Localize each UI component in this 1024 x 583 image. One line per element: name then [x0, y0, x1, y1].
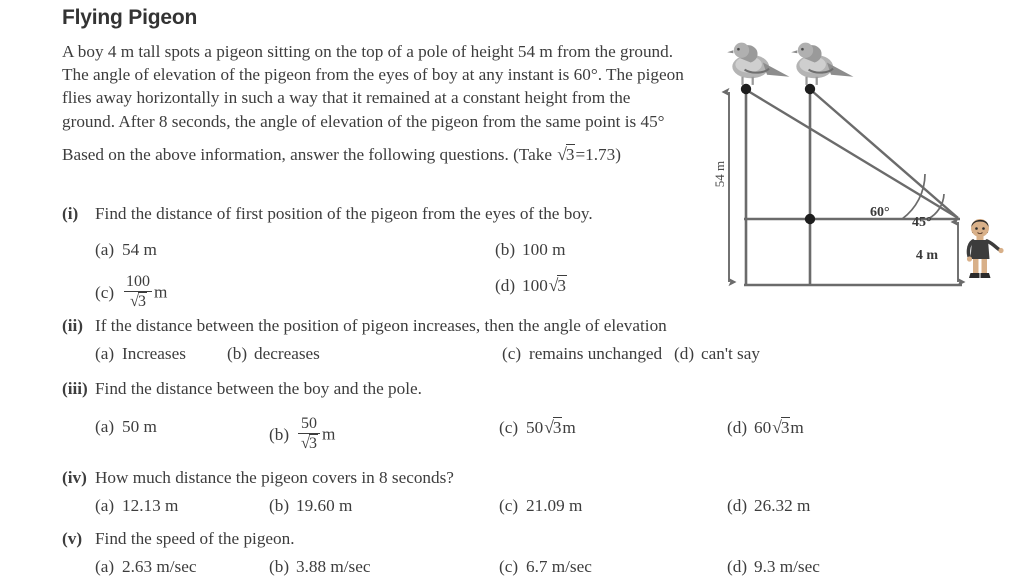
sqrt-three-value: 3 — [565, 144, 575, 164]
option-iii-d-label: (d) — [727, 418, 748, 437]
option-ii-a-label: (a) — [95, 344, 115, 363]
option-iii-d-radicand: 3 — [780, 418, 790, 437]
option-v-a-label: (a) — [95, 557, 115, 576]
option-iii-b-denominator: √3 — [301, 433, 317, 453]
pigeon-node-first — [741, 84, 751, 94]
option-iii-a-label: (a) — [95, 417, 115, 436]
height-label: 54 m — [712, 160, 727, 188]
question-iii-number: (iii) — [62, 379, 88, 398]
question-i — [62, 203, 752, 311]
question-v-number: (v) — [62, 529, 83, 548]
option-iii-c-text: 50 — [526, 418, 544, 437]
question-i-number: (i) — [62, 204, 79, 223]
pigeon-node-second — [805, 84, 815, 94]
angle-45-label: 45° — [912, 215, 932, 230]
option-iv-c-label: (c) — [499, 496, 519, 515]
option-v-b[interactable] — [269, 556, 370, 578]
option-ii-b-text: decreases — [254, 344, 320, 363]
question-ii-number: (ii) — [62, 316, 83, 335]
option-v-d-label: (d) — [727, 557, 748, 576]
option-v-a-text: 2.63 m/sec — [122, 557, 197, 576]
option-ii-d[interactable] — [674, 343, 760, 365]
option-i-c-unit: m — [154, 282, 168, 302]
question-iii-stem — [62, 378, 752, 400]
option-iv-c-text: 21.09 m — [526, 496, 583, 515]
option-ii-a[interactable] — [95, 343, 186, 365]
question-iv — [62, 467, 811, 517]
option-i-d-text: 100 — [522, 276, 548, 295]
sqrt-three-inline: √3 — [557, 143, 575, 164]
option-iii-c-label: (c) — [499, 418, 519, 437]
option-ii-d-label: (d) — [674, 344, 695, 363]
question-iv-stem — [62, 467, 752, 489]
option-v-b-label: (b) — [269, 557, 290, 576]
pigeon-second-icon — [791, 43, 853, 85]
instruction-prefix: Based on the above information, answer the following questions. (Take — [62, 144, 557, 164]
option-i-a-label: (a) — [95, 240, 115, 259]
option-i-d[interactable] — [495, 274, 567, 297]
pigeon-first-icon — [727, 43, 789, 85]
question-i-text: Find the distance of first position of the pigeon from the eyes of the boy. — [95, 204, 593, 223]
option-i-a[interactable] — [95, 239, 157, 261]
page-title: Flying Pigeon — [62, 6, 198, 29]
option-v-c-label: (c) — [499, 557, 519, 576]
option-i-c-den-value: 3 — [137, 293, 146, 311]
option-iii-b-unit: m — [321, 424, 336, 444]
question-v-stem — [62, 528, 752, 550]
question-v-options — [62, 556, 820, 578]
option-iii-b-fraction — [298, 416, 320, 453]
option-i-c-denominator: √3 — [130, 291, 146, 311]
passage-block — [62, 40, 687, 166]
option-i-c-label: (c) — [95, 282, 115, 302]
option-iv-a-label: (a) — [95, 496, 115, 515]
option-ii-c-text: remains unchanged — [529, 344, 663, 363]
option-i-c[interactable] — [95, 274, 167, 311]
option-ii-a-text: Increases — [122, 344, 186, 363]
question-ii-options — [62, 343, 760, 365]
option-v-c[interactable] — [499, 556, 592, 578]
sight-line-45 — [812, 91, 958, 218]
option-iii-b-label: (b) — [269, 424, 290, 444]
option-i-b[interactable] — [495, 239, 565, 261]
option-iv-b[interactable] — [269, 495, 352, 517]
passage-instruction — [62, 143, 687, 166]
option-iv-d[interactable] — [727, 495, 810, 517]
option-i-a-text: 54 m — [122, 240, 157, 259]
option-iii-d-radical: √3 — [772, 417, 790, 437]
option-iii-d[interactable] — [727, 416, 804, 439]
question-iv-number: (iv) — [62, 468, 87, 487]
option-iii-b-den-value: 3 — [308, 435, 317, 453]
option-iii-c-radicand: 3 — [552, 418, 562, 437]
option-iv-c[interactable] — [499, 495, 582, 517]
option-iv-a[interactable] — [95, 495, 178, 517]
option-v-d-text: 9.3 m/sec — [754, 557, 820, 576]
option-iv-d-text: 26.32 m — [754, 496, 811, 515]
boy-height-label: 4 m — [915, 248, 938, 263]
option-v-c-text: 6.7 m/sec — [526, 557, 592, 576]
option-i-d-radical: √3 — [548, 275, 566, 295]
option-iv-a-text: 12.13 m — [122, 496, 179, 515]
option-i-b-label: (b) — [495, 240, 516, 259]
question-v-text: Find the speed of the pigeon. — [95, 529, 295, 548]
question-iii — [62, 378, 804, 453]
option-iii-c[interactable] — [499, 416, 576, 439]
angle-60-label: 60° — [870, 205, 890, 220]
option-iii-a[interactable] — [95, 416, 157, 438]
option-ii-c-label: (c) — [502, 344, 522, 363]
option-iii-d-text: 60 — [754, 418, 772, 437]
question-iii-text: Find the distance between the boy and the pole. — [95, 379, 422, 398]
option-iii-b[interactable] — [269, 416, 335, 453]
instruction-suffix: =1.73) — [575, 144, 621, 164]
option-i-b-text: 100 m — [522, 240, 566, 259]
question-v — [62, 528, 820, 578]
option-iii-d-unit: m — [790, 418, 804, 437]
option-iii-c-unit: m — [562, 418, 576, 437]
question-i-options — [62, 231, 752, 311]
question-i-stem — [62, 203, 752, 225]
option-iv-b-label: (b) — [269, 496, 290, 515]
sight-line-60 — [748, 91, 958, 218]
option-iii-c-radical: √3 — [544, 417, 562, 437]
question-iii-options — [62, 406, 804, 453]
option-ii-c[interactable] — [502, 343, 662, 365]
option-ii-b-label: (b) — [227, 344, 248, 363]
option-iii-b-numerator: 50 — [298, 416, 320, 434]
option-iv-d-label: (d) — [727, 496, 748, 515]
option-i-c-numerator: 100 — [124, 274, 152, 292]
option-ii-b[interactable] — [227, 343, 320, 365]
diagram-svg — [700, 14, 1024, 309]
boy-icon — [967, 219, 1004, 278]
option-ii-d-text: can't say — [701, 344, 760, 363]
eye-level-node — [805, 214, 815, 224]
question-ii-stem — [62, 315, 752, 337]
passage-body: A boy 4 m tall spots a pigeon sitting on the top of a pole of height 54 m from the ground. The angle of elevation of the pigeon from the eyes of boy at any instant is 60°. The pigeon flies away horizontally in such a way that it remained at a constant height from the ground. After 8 seconds, the angle of elevation of the pigeon from the same point is 45° — [62, 42, 684, 131]
question-iv-options — [62, 495, 811, 517]
option-v-d[interactable] — [727, 556, 820, 578]
option-i-d-label: (d) — [495, 276, 516, 295]
option-v-a[interactable] — [95, 556, 196, 578]
option-v-b-text: 3.88 m/sec — [296, 557, 371, 576]
question-ii-text: If the distance between the position of pigeon increases, then the angle of elevation — [95, 316, 667, 335]
geometry-diagram — [700, 14, 1024, 309]
question-iv-text: How much distance the pigeon covers in 8 seconds? — [95, 468, 454, 487]
option-i-c-fraction — [124, 274, 152, 311]
option-iv-b-text: 19.60 m — [296, 496, 353, 515]
question-ii — [62, 315, 760, 365]
option-iii-a-text: 50 m — [122, 417, 157, 436]
option-i-d-radicand: 3 — [557, 276, 566, 295]
